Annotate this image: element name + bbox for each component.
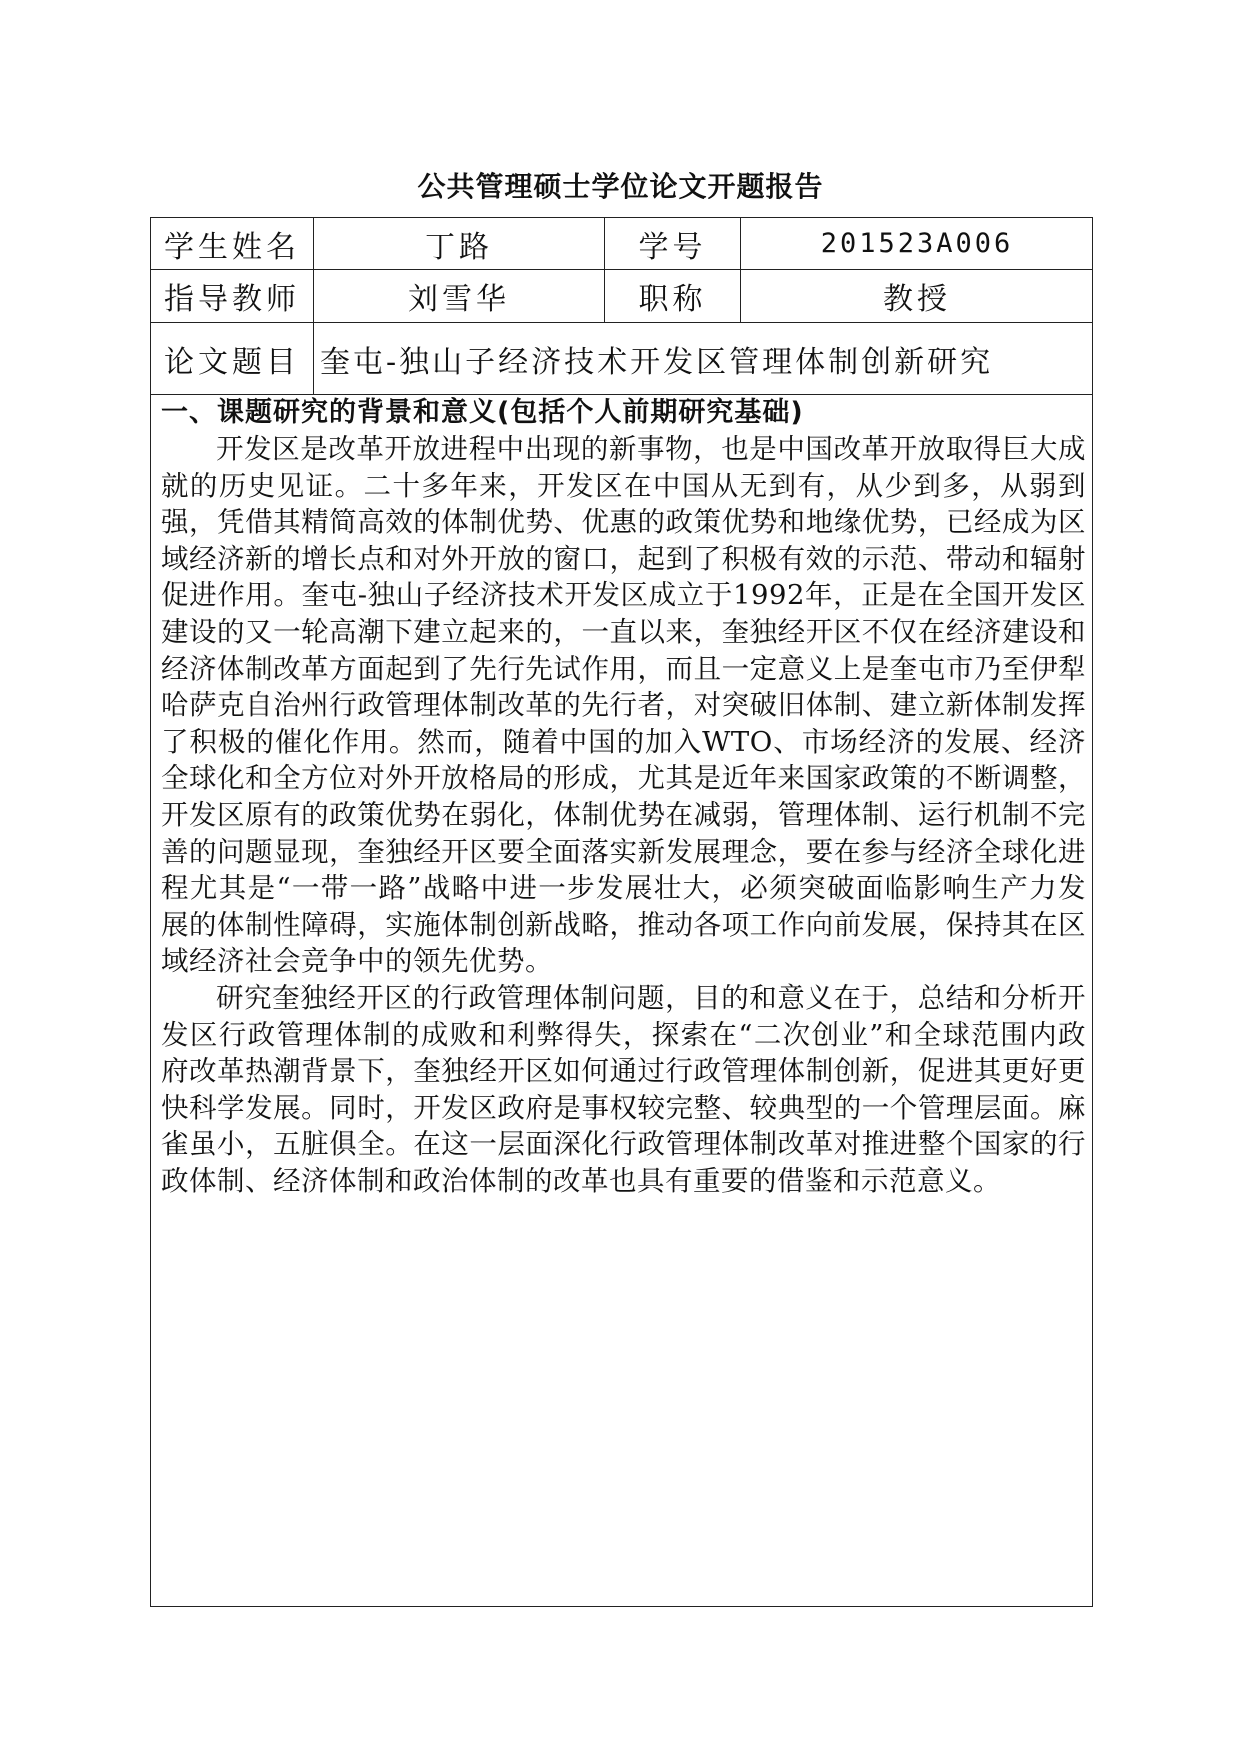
body-paragraph: 开发区是改革开放进程中出现的新事物，也是中国改革开放取得巨大成就的历史见证。二十多年来，开发区在中国从无到有，从少到多，从弱到强，凭借其精简高效的体制优势、优惠的政策优势和地缘优势，已经成为区域经济新的增长点和对外开放的窗口，起到了积极有效的示范、带动和辐射促进作用。奎屯-独山子经济技术开发区成立于1992年，正是在全国开发区建设的又一轮高潮下建立起来的，一直以来，奎独经开区不仅在经济建设和经济体制改革方面起到了先行先试作用，而且一定意义上是奎屯市乃至伊犁哈萨克自治州行政管理体制改革的先行者，对突破旧体制、建立新体制发挥了积极的催化作用。然而，随着中国的加入WTO、市场经济的发展、经济全球化和全方位对外开放格局的形成，尤其是近年来国家政策的不断调整，开发区原有的政策优势在弱化，体制优势在减弱，管理体制、运行机制不完善的问题显现，奎独经开区要全面落实新发展理念，要在参与经济全球化进程尤其是“一带一路”战略中进一步发展壮大，必须突破面临影响生产力发展的体制性障碍，实施体制创新战略，推动各项工作向前发展，保持其在区域经济社会竞争中的领先优势。 [161, 433, 1086, 978]
advisor-label: 指导教师 [151, 270, 314, 322]
form-row-thesis-title [151, 323, 1092, 395]
student-name-value: 丁路 [314, 218, 605, 269]
thesis-title-value: 奎屯-独山子经济技术开发区管理体制创新研究 [320, 344, 994, 380]
title-rank-label: 职称 [605, 270, 741, 322]
section-heading: 一、课题研究的背景和意义(包括个人前期研究基础) [161, 397, 804, 428]
document-title: 公共管理硕士学位论文开题报告 [417, 170, 824, 203]
thesis-title-label: 论文题目 [151, 323, 314, 394]
title-rank-value: 教授 [883, 282, 951, 317]
form-row-student [151, 218, 1092, 270]
section-background [161, 395, 1086, 1199]
proposal-form [150, 217, 1093, 1607]
advisor-value: 刘雪华 [314, 270, 605, 322]
student-name-label: 学生姓名 [151, 218, 314, 269]
student-id-value: 201523A006 [820, 228, 1014, 259]
student-id-label: 学号 [605, 218, 741, 269]
body-paragraph: 研究奎独经开区的行政管理体制问题，目的和意义在于，总结和分析开发区行政管理体制的成败和利弊得失，探索在“二次创业”和全球范围内政府改革热潮背景下，奎独经开区如何通过行政管理体制创新，促进其更好更快科学发展。同时，开发区政府是事权较完整、较典型的一个管理层面。麻雀虽小，五脏俱全。在这一层面深化行政管理体制改革对推进整个国家的行政体制、经济体制和政治体制的改革也具有重要的借鉴和示范意义。 [161, 981, 1086, 1197]
form-row-advisor [151, 270, 1092, 323]
